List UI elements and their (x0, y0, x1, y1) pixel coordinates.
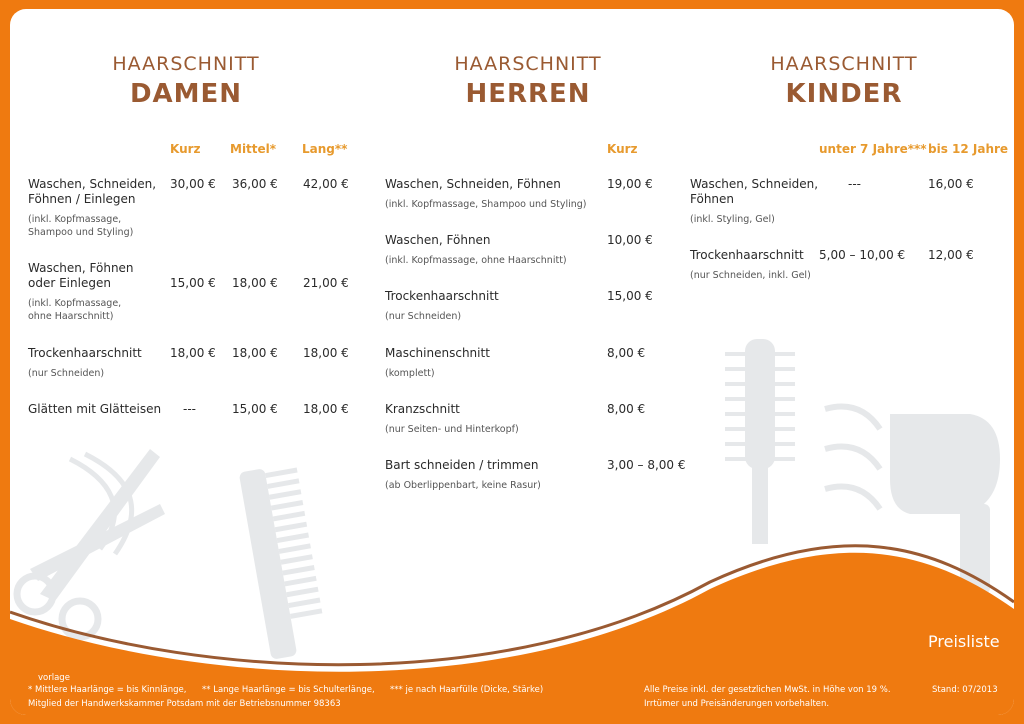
kinder-row-2-note: (nur Schneiden, inkl. Gel) (690, 270, 811, 281)
damen-row-1-name: Waschen, Schneiden, Föhnen / Einlegen (28, 177, 157, 206)
damen-row-1-price-lang: 42,00 € (303, 177, 349, 191)
kinder-row-1-note: (inkl. Styling, Gel) (690, 214, 775, 225)
footnote-mittel: * Mittlere Haarlänge = bis Kinnlänge, (28, 685, 187, 695)
herren-row-5-price: 8,00 € (607, 402, 646, 416)
kinder-subtitle: HAARSCHNITT (770, 53, 918, 75)
preisliste-label: Preisliste (928, 632, 1000, 651)
stand-date: Stand: 07/2013 (932, 685, 998, 695)
damen-row-2-price-mittel: 18,00 € (232, 276, 278, 290)
damen-row-3-price-mittel: 18,00 € (232, 346, 278, 360)
herren-row-1-name: Waschen, Schneiden, Föhnen (385, 177, 561, 191)
herren-header-kurz: Kurz (607, 142, 638, 156)
herren-row-6-price: 3,00 – 8,00 € (607, 458, 686, 472)
damen-heading (56, 53, 316, 109)
damen-row-3-name: Trockenhaarschnitt (28, 346, 142, 360)
kinder-header-bis-12: bis 12 Jahre (928, 142, 1009, 156)
decor-layer (10, 9, 1014, 715)
damen-row-4-name: Glätten mit Glätteisen (28, 402, 162, 416)
kinder-row-1-price-unter-7: --- (848, 177, 861, 191)
damen-row-2-name: Waschen, Föhnen oder Einlegen (28, 261, 134, 290)
herren-title: HERREN (465, 79, 591, 109)
kinder-row-2-price-unter-7: 5,00 – 10,00 € (819, 248, 906, 262)
herren-row-5-note: (nur Seiten- und Hinterkopf) (385, 424, 519, 435)
damen-row-2-price-kurz: 15,00 € (170, 276, 216, 290)
kinder-row-1-name: Waschen, Schneiden, Föhnen (690, 177, 819, 206)
kinder-title: KINDER (785, 79, 903, 109)
footnote-haarfuelle: *** je nach Haarfülle (Dicke, Stärke) (390, 685, 544, 695)
kinder-heading (714, 53, 974, 109)
herren-row-4-name: Maschinenschnitt (385, 346, 490, 360)
price-list-card (10, 9, 1014, 715)
damen-row-3-price-kurz: 18,00 € (170, 346, 216, 360)
membership-note: Mitglied der Handwerkskammer Potsdam mit der Betriebsnummer 98363 (28, 699, 341, 709)
herren-row-5-name: Kranzschnitt (385, 402, 460, 416)
comb-icon (239, 468, 323, 660)
damen-row-2-price-lang: 21,00 € (303, 276, 349, 290)
kinder-row-1-price-bis-12: 16,00 € (928, 177, 974, 191)
vat-note: Alle Preise inkl. der gesetzlichen MwSt. in Höhe von 19 %. (644, 685, 891, 695)
herren-row-2-name: Waschen, Föhnen (385, 233, 491, 247)
damen-row-4-price-mittel: 15,00 € (232, 402, 278, 416)
damen-header-kurz: Kurz (170, 142, 201, 156)
herren-row-3-price: 15,00 € (607, 289, 653, 303)
damen-row-1-note: (inkl. Kopfmassage, Shampoo und Styling) (28, 214, 134, 238)
damen-row-3-price-lang: 18,00 € (303, 346, 349, 360)
herren-row-3-name: Trockenhaarschnitt (385, 289, 499, 303)
herren-heading (398, 53, 658, 109)
damen-row-2-note: (inkl. Kopfmassage, ohne Haarschnitt) (28, 298, 122, 322)
herren-row-2-note: (inkl. Kopfmassage, ohne Haarschnitt) (385, 255, 567, 266)
damen-row-1-price-mittel: 36,00 € (232, 177, 278, 191)
damen-row-1-price-kurz: 30,00 € (170, 177, 216, 191)
herren-row-3-note: (nur Schneiden) (385, 311, 462, 322)
kinder-row-2-price-bis-12: 12,00 € (928, 248, 974, 262)
damen-row-4-price-lang: 18,00 € (303, 402, 349, 416)
herren-row-1-note: (inkl. Kopfmassage, Shampoo und Styling) (385, 199, 587, 210)
disclaimer-note: Irrtümer und Preisänderungen vorbehalten. (644, 699, 830, 709)
footnote-lang: ** Lange Haarlänge = bis Schulterlänge, (202, 685, 375, 695)
scissors-icon (17, 449, 165, 637)
damen-header-mittel: Mittel* (230, 142, 277, 156)
herren-row-6-name: Bart schneiden / trimmen (385, 458, 539, 472)
herren-row-1-price: 19,00 € (607, 177, 653, 191)
kinder-header-unter-7: unter 7 Jahre*** (819, 142, 927, 156)
herren-row-6-note: (ab Oberlippenbart, keine Rasur) (385, 480, 541, 491)
brush-icon (725, 339, 795, 544)
kinder-row-2-name: Trockenhaarschnitt (690, 248, 804, 262)
herren-row-4-note: (komplett) (385, 368, 435, 379)
damen-header-lang: Lang** (302, 142, 348, 156)
damen-row-3-note: (nur Schneiden) (28, 368, 105, 379)
herren-subtitle: HAARSCHNITT (454, 53, 602, 75)
vorlage-label: vorlage (38, 673, 70, 683)
damen-subtitle: HAARSCHNITT (112, 53, 260, 75)
damen-row-4-price-kurz: --- (183, 402, 196, 416)
herren-row-4-price: 8,00 € (607, 346, 646, 360)
damen-title: DAMEN (129, 79, 243, 109)
herren-row-2-price: 10,00 € (607, 233, 653, 247)
